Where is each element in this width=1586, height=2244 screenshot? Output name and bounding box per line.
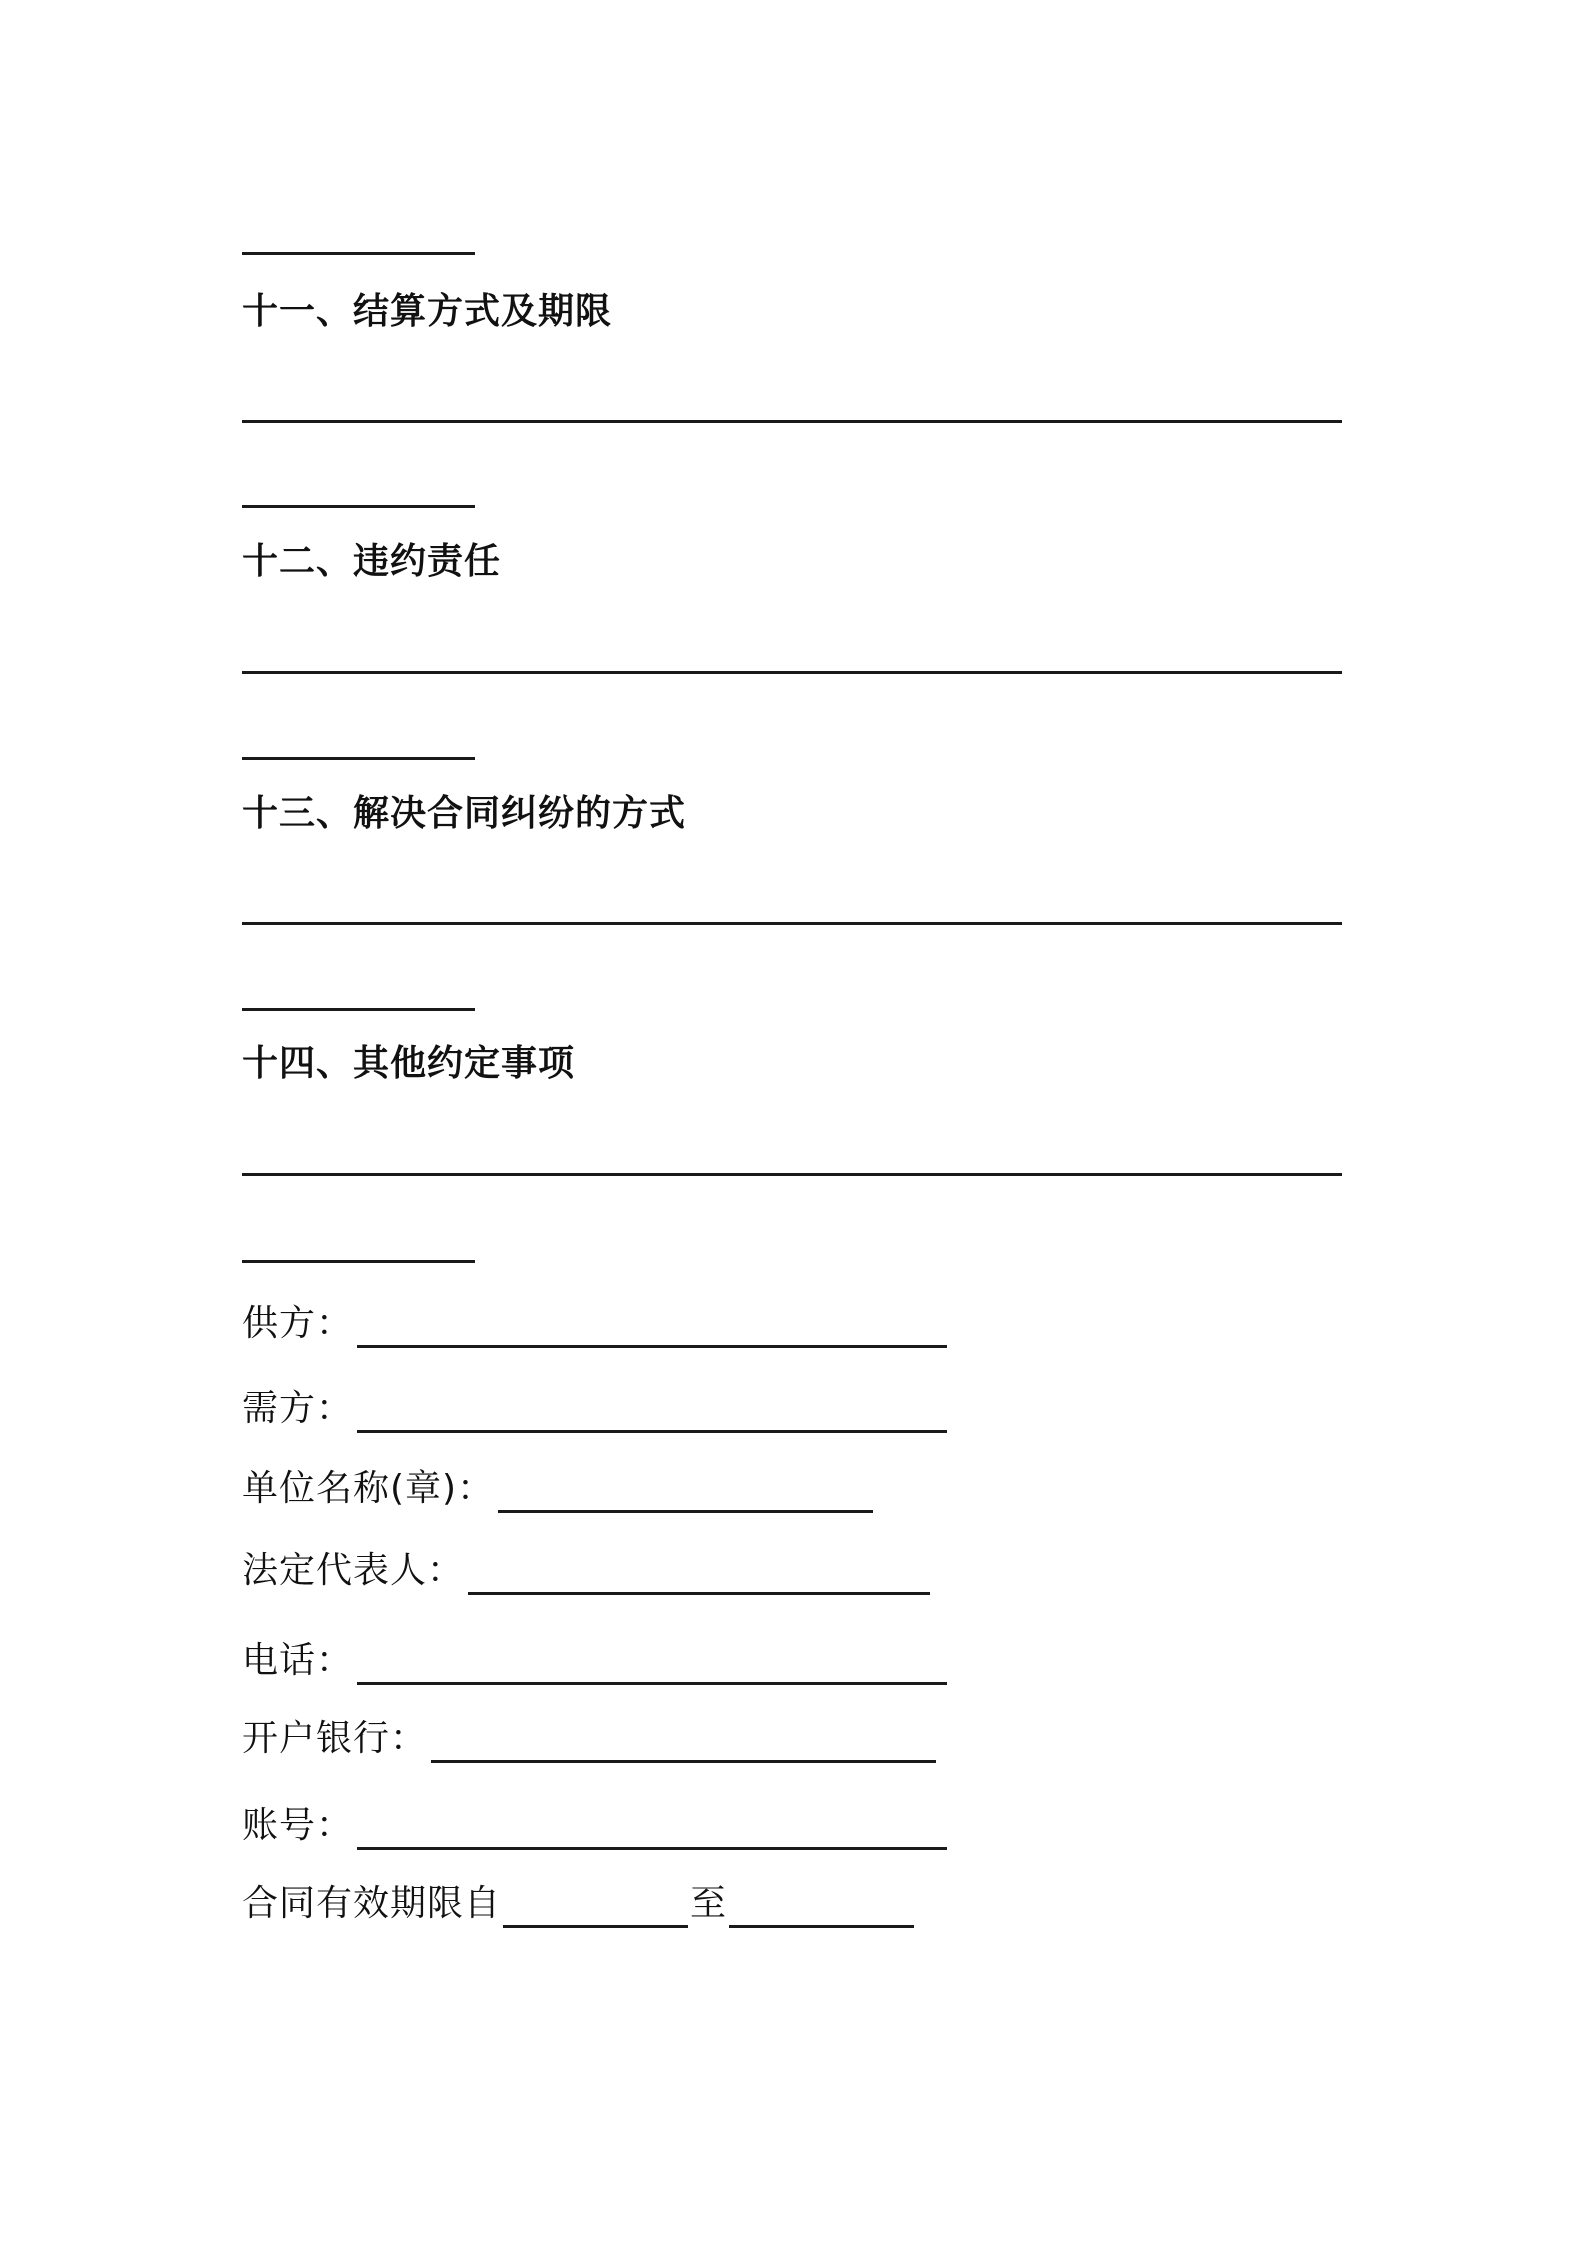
account-input[interactable] (357, 1809, 947, 1850)
fill-line[interactable] (242, 757, 475, 760)
section-heading-settlement: 十一、结算方式及期限 (242, 291, 613, 332)
legal-rep-field (242, 1547, 930, 1595)
section-heading-other-terms: 十四、其他约定事项 (242, 1043, 576, 1084)
fill-line[interactable] (242, 922, 1342, 925)
phone-label: 电话： (242, 1640, 354, 1681)
unit-name-label: 单位名称(章)： (242, 1468, 495, 1509)
fill-line[interactable] (242, 1008, 475, 1011)
account-label: 账号： (242, 1805, 354, 1846)
bank-input[interactable] (431, 1722, 936, 1763)
buyer-label: 需方： (242, 1388, 354, 1429)
legal-rep-input[interactable] (468, 1554, 930, 1595)
supplier-input[interactable] (357, 1307, 947, 1348)
phone-field (242, 1637, 947, 1685)
fill-line[interactable] (242, 1260, 475, 1263)
supplier-label: 供方： (242, 1303, 354, 1344)
validity-field (242, 1880, 916, 1928)
bank-label: 开户银行： (242, 1718, 428, 1759)
fill-line[interactable] (242, 1173, 1342, 1176)
validity-prefix: 合同有效期限自 (242, 1883, 502, 1924)
fill-line[interactable] (242, 420, 1342, 423)
unit-name-field (242, 1465, 873, 1513)
fill-line[interactable] (242, 252, 475, 255)
buyer-input[interactable] (357, 1392, 947, 1433)
buyer-field (242, 1385, 947, 1433)
phone-input[interactable] (357, 1644, 947, 1685)
bank-field (242, 1715, 936, 1763)
legal-rep-label: 法定代表人： (242, 1550, 465, 1591)
validity-to: 至 (690, 1883, 728, 1924)
account-field (242, 1802, 947, 1850)
validity-end-input[interactable] (729, 1887, 914, 1928)
fill-line[interactable] (242, 505, 475, 508)
validity-start-input[interactable] (503, 1887, 688, 1928)
unit-name-input[interactable] (498, 1472, 873, 1513)
supplier-field (242, 1300, 947, 1348)
section-heading-dispute: 十三、解决合同纠纷的方式 (242, 793, 687, 834)
fill-line[interactable] (242, 671, 1342, 674)
section-heading-breach: 十二、违约责任 (242, 541, 502, 582)
